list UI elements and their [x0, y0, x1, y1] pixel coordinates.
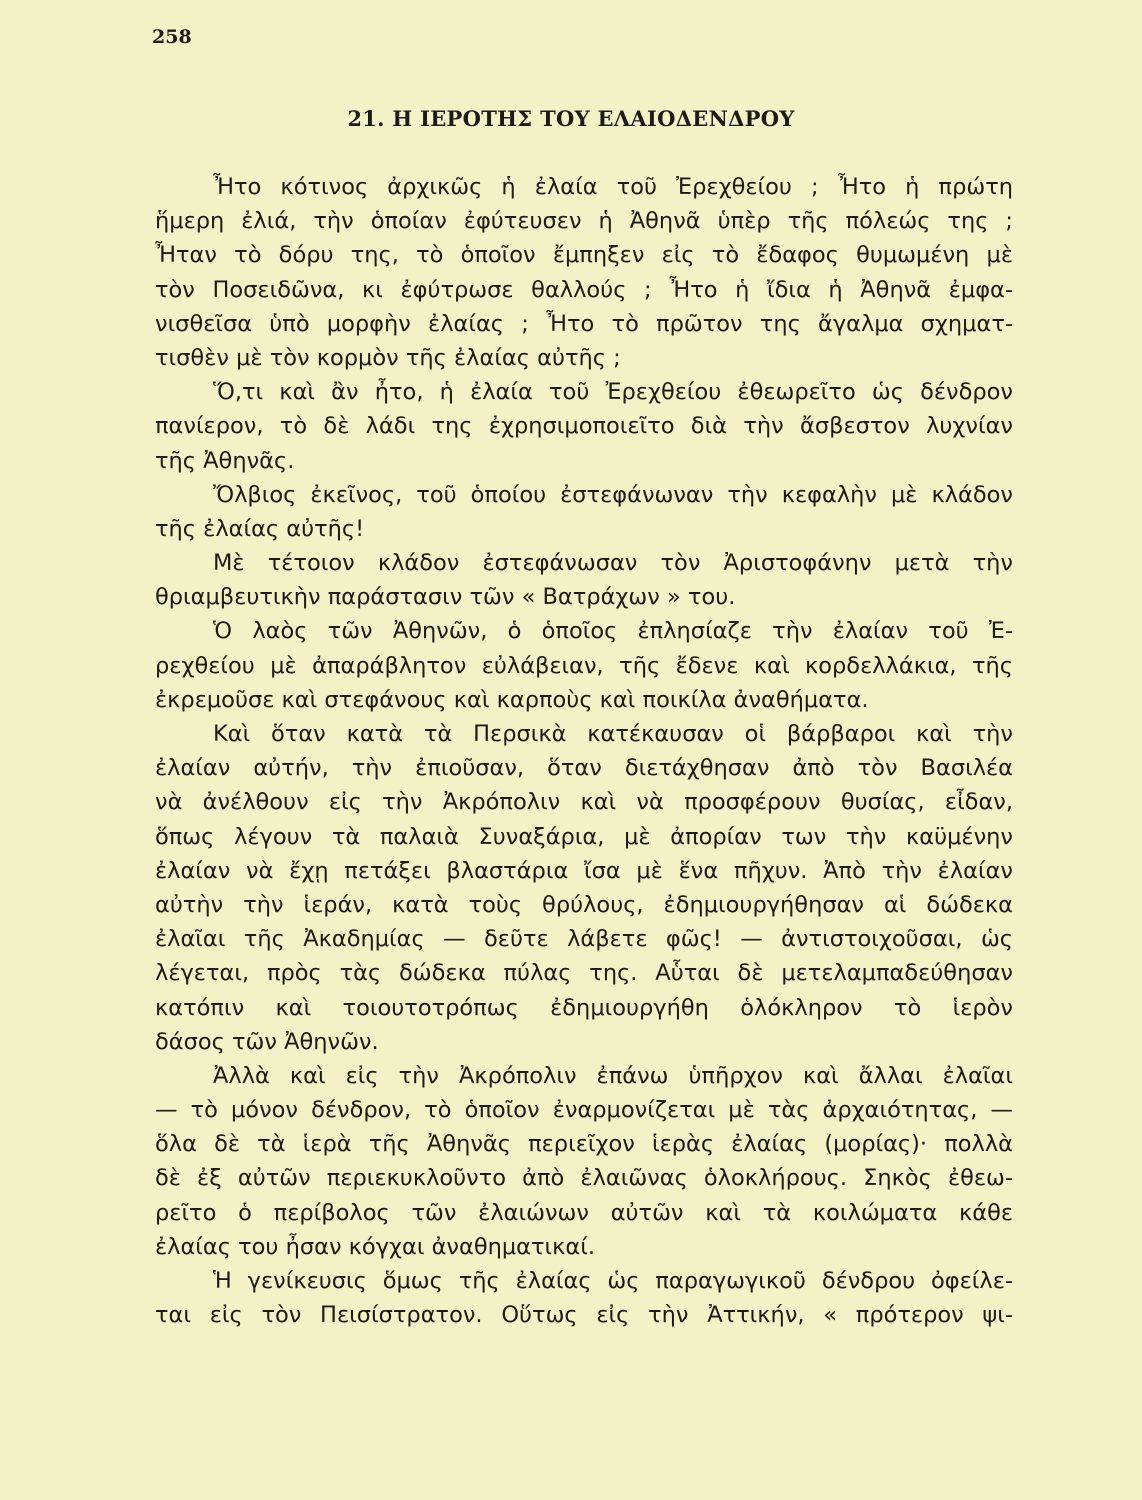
paragraph [155, 614, 1013, 717]
text-line: Ὄλβιος ἐκεῖνος, τοῦ ὁποίου ἐστεφάνωναν τὴν κεφαλὴν μὲ κλάδον [213, 481, 1013, 508]
page-number: 258 [152, 26, 192, 48]
paragraph [155, 717, 1013, 1059]
text-line: ἐλαίαν αὐτήν, τὴν ἐπιοῦσαν, ὅταν διετάχθησαν ἀπὸ τὸν Βασιλέα [155, 755, 1013, 782]
paragraph [155, 546, 1013, 614]
text-line: τῆς ἐλαίας αὐτῆς! [155, 515, 365, 542]
text-line: δάσος τῶν Ἀθηνῶν. [155, 1028, 379, 1055]
text-line: Μὲ τέτοιον κλάδον ἐστεφάνωσαν τὸν Ἀριστοφάνην μετὰ τὴν [213, 550, 1013, 577]
paragraph [155, 375, 1013, 478]
paragraph [155, 478, 1013, 546]
body-text [155, 170, 1013, 1332]
text-line: τὸν Ποσειδῶνα, κι ἐφύτρωσε θαλλούς ; Ἦτο ἡ ἴδια ἡ Ἀθηνᾶ ἐμφα- [155, 276, 1013, 303]
text-line: ἐλαῖαι τῆς Ἀκαδημίας — δεῦτε λάβετε φῶς! — ἀντιστοιχοῦσαι, ὡς [155, 926, 1013, 953]
text-line: κατόπιν καὶ τοιουτοτρόπως ἐδημιουργήθη ὁλόκληρον τὸ ἱερὸν [155, 994, 1013, 1021]
text-line: ὅλα δὲ τὰ ἱερὰ τῆς Ἀθηνᾶς περιεῖχον ἱερὰς ἐλαίας (μορίας)· πολλὰ [155, 1131, 1013, 1158]
text-line: νὰ ἀνέλθουν εἰς τὴν Ἀκρόπολιν καὶ νὰ προσφέρουν θυσίας, εἶδαν, [155, 789, 1013, 816]
text-line: ἐλαίας του ἦσαν κόγχαι ἀναθηματικαί. [155, 1233, 596, 1260]
text-line: ρεῖτο ὁ περίβολος τῶν ἐλαιώνων αὐτῶν καὶ τὰ κοιλώματα κάθε [155, 1199, 1013, 1226]
paragraph [155, 170, 1013, 375]
text-line: Ἦτο κότινος ἀρχικῶς ἡ ἐλαία τοῦ Ἐρεχθείου ; Ἦτο ἡ πρώτη [213, 174, 1013, 200]
text-line: Ὁ λαὸς τῶν Ἀθηνῶν, ὁ ὁποῖος ἐπλησίαζε τὴν ἐλαίαν τοῦ Ἐ- [213, 618, 1013, 645]
text-line: Ὅ,τι καὶ ἂν ἦτο, ἡ ἐλαία τοῦ Ἐρεχθείου ἐθεωρεῖτο ὡς δένδρον [213, 379, 1013, 406]
text-line: Ἦταν τὸ δόρυ της, τὸ ὁποῖον ἔμπηξεν εἰς τὸ ἔδαφος θυμωμένη μὲ [155, 242, 1013, 269]
text-line: λέγεται, πρὸς τὰς δώδεκα πύλας της. Αὗται δὲ μετελαμπαδεύθησαν [155, 960, 1013, 987]
chapter-title: 21. Η ΙΕΡΟΤΗΣ ΤΟΥ ΕΛΑΙΟΔΕΝΔΡΟΥ [347, 106, 795, 131]
text-line: δὲ ἐξ αὐτῶν περιεκυκλοῦντο ἀπὸ ἐλαιῶνας ὁλοκλήρους. Σηκὸς ἐθεω- [155, 1165, 1013, 1192]
text-line: — τὸ μόνον δένδρον, τὸ ὁποῖον ἐναρμονίζεται μὲ τὰς ἀρχαιότητας, — [155, 1097, 1013, 1124]
text-line: ὅπως λέγουν τὰ παλαιὰ Συναξάρια, μὲ ἀπορίαν των τὴν καϋμένην [155, 823, 1013, 850]
paragraph [155, 1059, 1013, 1264]
text-line: τῆς Ἀθηνᾶς. [155, 447, 295, 474]
text-line: ἥμερη ἐλιά, τὴν ὁποίαν ἐφύτευσεν ἡ Ἀθηνᾶ ὑπὲρ τῆς πόλεώς της ; [155, 208, 1013, 235]
text-line: ται εἰς τὸν Πεισίστρατον. Οὕτως εἰς τὴν Ἀττικήν, « πρότερον ψι- [155, 1302, 1013, 1329]
text-line: ρεχθείου μὲ ἀπαράβλητον εὐλάβειαν, τῆς ἔδενε καὶ κορδελλάκια, τῆς [155, 652, 1013, 679]
text-line: αὐτὴν τὴν ἱεράν, κατὰ τοὺς θρύλους, ἐδημιουργήθησαν αἱ δώδεκα [155, 891, 1013, 918]
text-line: Ἀλλὰ καὶ εἰς τὴν Ἀκρόπολιν ἐπάνω ὑπῆρχον καὶ ἄλλαι ἐλαῖαι [213, 1062, 1013, 1089]
text-line: τισθὲν μὲ τὸν κορμὸν τῆς ἐλαίας αὐτῆς ; [155, 344, 621, 371]
text-line: ἐλαίαν νὰ ἔχῃ πετάξει βλαστάρια ἴσα μὲ ἕνα πῆχυν. Ἀπὸ τὴν ἐλαίαν [155, 857, 1013, 884]
text-line: νισθεῖσα ὑπὸ μορφὴν ἐλαίας ; Ἦτο τὸ πρῶτον της ἄγαλμα σχηματ- [155, 310, 1013, 337]
text-line: ἐκρεμοῦσε καὶ στεφάνους καὶ καρποὺς καὶ ποικίλα ἀναθήματα. [155, 686, 869, 713]
text-line: Καὶ ὅταν κατὰ τὰ Περσικὰ κατέκαυσαν οἱ βάρβαροι καὶ τὴν [213, 721, 1013, 747]
text-line: Ἡ γενίκευσις ὅμως τῆς ἐλαίας ὡς παραγωγικοῦ δένδρου ὀφείλε- [213, 1268, 1013, 1294]
text-line: θριαμβευτικὴν παράστασιν τῶν « Βατράχων » του. [155, 584, 736, 611]
text-line: πανίερον, τὸ δὲ λάδι της ἐχρησιμοποιεῖτο διὰ τὴν ἄσβεστον λυχνίαν [155, 413, 1013, 440]
paragraph [155, 1264, 1013, 1332]
